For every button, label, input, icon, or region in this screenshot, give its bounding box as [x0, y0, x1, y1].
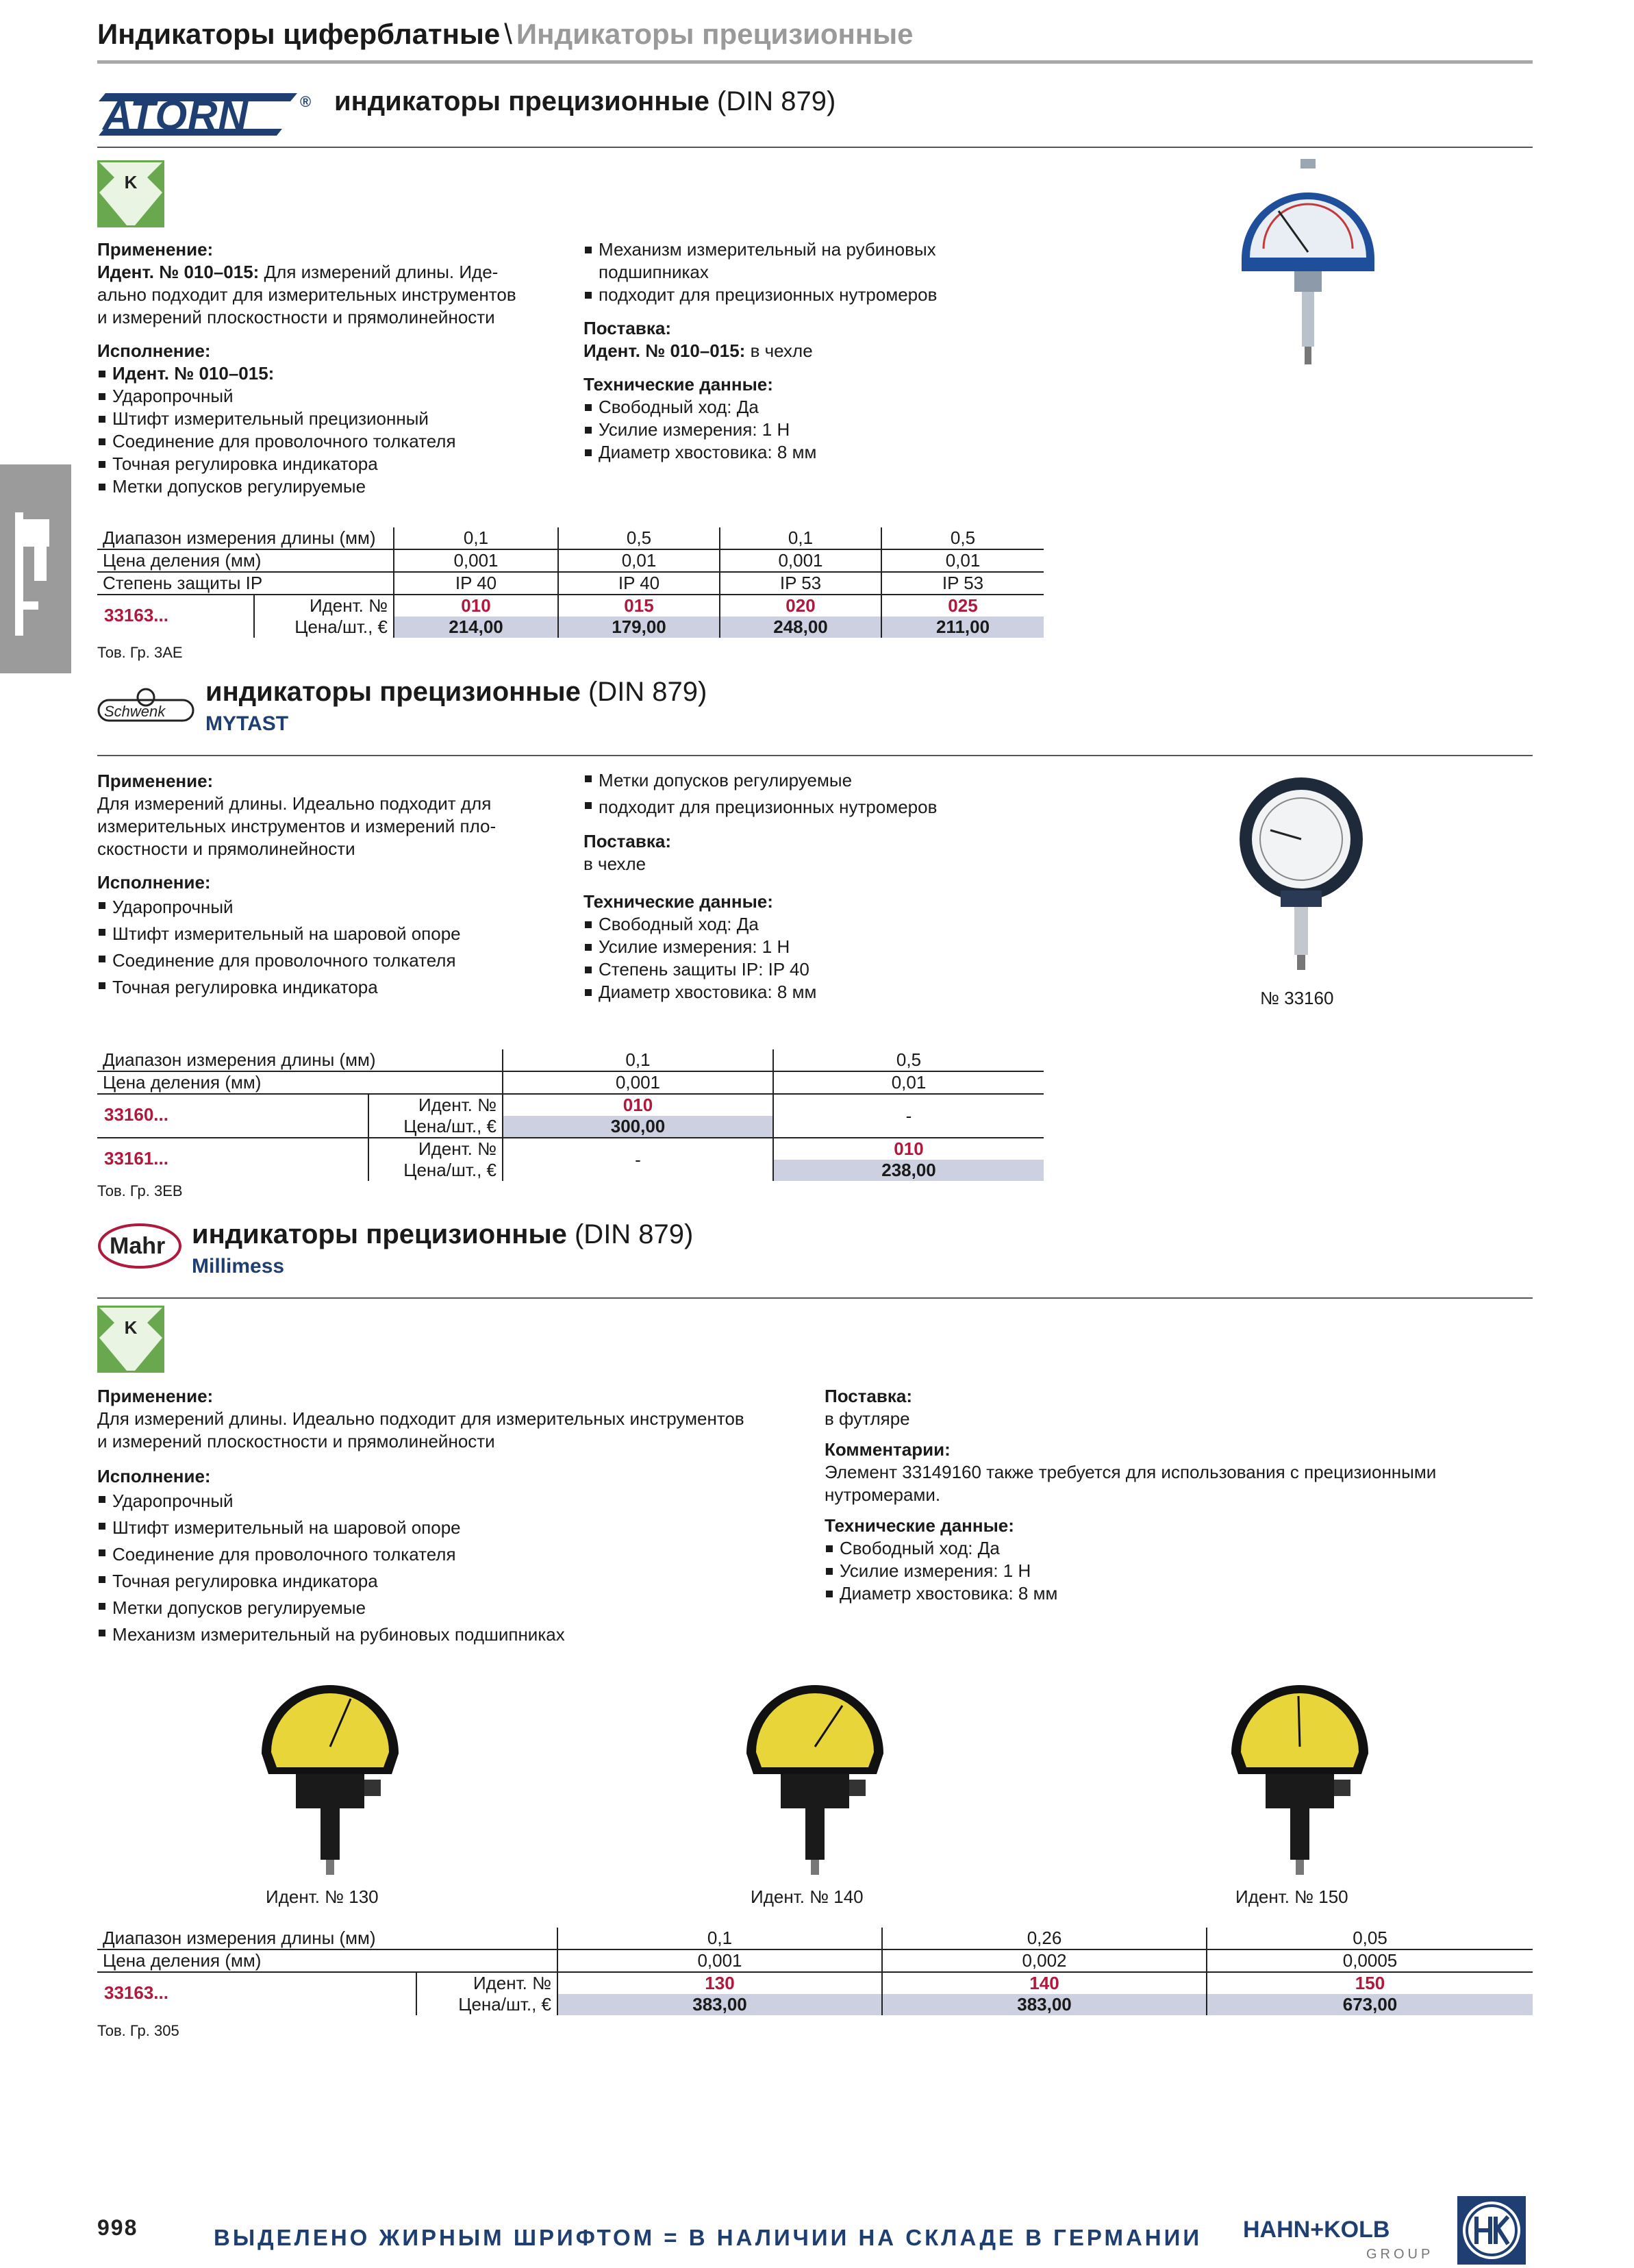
section1-title-bold: индикаторы прецизионные	[334, 86, 709, 116]
row-label: Цена деления (мм)	[97, 549, 394, 572]
ident-label: Идент. №	[418, 1138, 497, 1159]
section3-title	[192, 1219, 693, 1250]
table-cell: 0,001	[720, 549, 881, 572]
table-cell: 0,1	[394, 527, 558, 549]
application-text: Для измерений длины. Идеально подходит для измерительных инструментов	[97, 1408, 744, 1429]
ident-number: 010	[773, 1138, 1044, 1160]
section2-right-column	[583, 767, 1008, 1004]
tech-item: Диаметр хвостовика: 8 мм	[583, 441, 1008, 464]
table-cell: IP 53	[720, 572, 881, 595]
execution-item: Точная регулировка индикатора	[97, 453, 563, 475]
table-row	[97, 1049, 1044, 1071]
delivery-text: в чехле	[750, 340, 813, 361]
section2-subtitle: MYTAST	[205, 712, 289, 735]
section1-rule	[97, 147, 1533, 148]
section1-spec-table	[97, 527, 1044, 638]
application-label: Применение:	[97, 771, 214, 791]
table-cell: 0,5	[881, 527, 1044, 549]
execution-label: Исполнение:	[97, 340, 211, 361]
schwenk-logo-text: Schwenk	[104, 703, 166, 720]
execution-item: Ударопрочный	[97, 385, 563, 408]
execution-label: Исполнение:	[97, 872, 211, 893]
table-row	[97, 1928, 1533, 1949]
section3-right-column	[825, 1385, 1530, 1605]
empty-cell: -	[503, 1138, 773, 1181]
table-cell: 0,01	[558, 549, 720, 572]
price-value: 248,00	[720, 616, 881, 638]
ident-label: Идент. №	[309, 595, 388, 616]
section2-rule	[97, 755, 1533, 756]
application-label: Применение:	[97, 239, 214, 260]
ident-label: Идент. №	[418, 1095, 497, 1115]
application-text: ально подходит для измерительных инструментов	[97, 284, 516, 305]
article-number: 33160...	[104, 1104, 168, 1125]
section3-subtitle: Millimess	[192, 1255, 285, 1278]
section2-tovgr: Тов. Гр. 3EB	[97, 1182, 183, 1199]
atorn-reg-mark: ®	[300, 93, 312, 110]
section3-application	[97, 1385, 809, 1648]
row-label: Цена деления (мм)	[97, 1071, 503, 1094]
table-row	[97, 1972, 1533, 1994]
header-separator: \	[504, 18, 512, 50]
table-row	[97, 595, 1044, 616]
mytast-image-caption: № 33160	[1260, 988, 1334, 1008]
table-cell: 0,01	[773, 1071, 1044, 1094]
hahn-kolb-logo	[1457, 2196, 1526, 2265]
table-cell: 0,001	[503, 1071, 773, 1094]
price-value: 383,00	[882, 1994, 1207, 2015]
ident-number: 010	[503, 1094, 773, 1116]
ident-number: 020	[720, 595, 881, 616]
price-label: Цена/шт., €	[458, 1994, 551, 2015]
table-cell: IP 40	[394, 572, 558, 595]
delivery-label: Поставка:	[825, 1386, 912, 1406]
feature-item: Механизм измерительный на рубиновых подшипниках	[583, 238, 1008, 284]
row-label: Цена деления (мм)	[97, 1949, 557, 1972]
application-text: и измерений плоскостности и прямолинейности	[97, 1431, 495, 1451]
atorn-gauge-image	[1229, 156, 1387, 372]
table-cell: IP 40	[558, 572, 720, 595]
table-cell: 0,5	[558, 527, 720, 549]
execution-item: Штифт измерительный на шаровой опоре	[97, 1515, 809, 1541]
table-cell: 0,0005	[1207, 1949, 1533, 1972]
millimess-150-caption: Идент. № 150	[1235, 1886, 1348, 1907]
ident-number: 025	[881, 595, 1044, 616]
millimess-140-caption: Идент. № 140	[751, 1886, 864, 1907]
section3-spec-table	[97, 1928, 1533, 2015]
execution-item: Соединение для проволочного толкателя	[97, 1541, 809, 1568]
row-label: Диапазон измерения длины (мм)	[103, 1928, 376, 1948]
k-badge-letter: K	[124, 172, 138, 192]
application-label: Применение:	[97, 1386, 214, 1406]
section2-spec-table	[97, 1049, 1044, 1181]
execution-ident: Идент. № 010–015:	[97, 362, 563, 385]
hahn-kolb-logo-text: HAHN+KOLB	[1243, 2217, 1390, 2243]
delivery-label: Поставка:	[583, 831, 671, 851]
page-header	[97, 18, 914, 51]
section2-application	[97, 770, 563, 1001]
row-label: Диапазон измерения длины (мм)	[103, 1049, 376, 1070]
execution-item: Штифт измерительный на шаровой опоре	[97, 921, 563, 947]
page-number: 998	[97, 2215, 138, 2240]
section3-tovgr: Тов. Гр. 305	[97, 2022, 179, 2039]
table-row	[97, 527, 1044, 549]
tech-item: Диаметр хвостовика: 8 мм	[825, 1582, 1530, 1605]
table-cell: 0,001	[394, 549, 558, 572]
application-text: Для измерений длины. Иде-	[264, 262, 499, 282]
application-text: скостности и прямолинейности	[97, 838, 355, 859]
price-label: Цена/шт., €	[294, 616, 388, 637]
ident-number: 010	[394, 595, 558, 616]
price-value: 673,00	[1207, 1994, 1533, 2015]
execution-item: Соединение для проволочного толкателя	[97, 947, 563, 974]
feature-item: Метки допусков регулируемые	[583, 767, 1008, 794]
article-number: 33163...	[104, 605, 168, 625]
tech-item: Свободный ход: Да	[583, 396, 1008, 419]
comments-label: Комментарии:	[825, 1439, 951, 1460]
table-cell: 0,5	[773, 1049, 1044, 1071]
delivery-label: Поставка:	[583, 318, 671, 338]
millimess-150-image	[1224, 1671, 1375, 1880]
k-badge-letter: K	[124, 1317, 138, 1338]
comments-text: нутромерами.	[825, 1484, 941, 1505]
ident-label: Идент. №	[473, 1973, 551, 1993]
side-tab	[0, 464, 71, 673]
table-row	[97, 572, 1044, 595]
section3-rule	[97, 1297, 1533, 1299]
row-label: Степень защиты IP	[97, 572, 394, 595]
ident-number: 130	[557, 1972, 882, 1994]
tech-item: Диаметр хвостовика: 8 мм	[583, 981, 1008, 1004]
article-number: 33161...	[104, 1148, 168, 1169]
atorn-logo	[97, 88, 312, 143]
caliper-icon	[0, 464, 71, 673]
tech-label: Технические данные:	[583, 891, 773, 912]
tech-item: Усилие измерения: 1 Н	[583, 936, 1008, 958]
execution-label: Исполнение:	[97, 1466, 211, 1486]
tech-item: Усилие измерения: 1 Н	[825, 1560, 1530, 1582]
price-value: 300,00	[503, 1116, 773, 1138]
k-badge	[97, 160, 164, 227]
delivery-text: в чехле	[583, 853, 646, 874]
tech-item: Степень защиты IP: IP 40	[583, 958, 1008, 981]
tech-item: Усилие измерения: 1 Н	[583, 419, 1008, 441]
table-cell: 0,1	[557, 1928, 882, 1949]
ident-number: 140	[882, 1972, 1207, 1994]
tech-item: Свободный ход: Да	[825, 1537, 1530, 1560]
execution-item: Точная регулировка индикатора	[97, 974, 563, 1001]
application-text: измерительных инструментов и измерений пло-	[97, 816, 497, 836]
section1-title	[334, 86, 835, 117]
execution-item: Метки допусков регулируемые	[97, 1595, 809, 1621]
section1-application	[97, 238, 563, 498]
delivery-text: в футляре	[825, 1408, 910, 1429]
table-row	[97, 549, 1044, 572]
application-text: и измерений плоскостности и прямолинейности	[97, 307, 495, 327]
section1-title-din: (DIN 879)	[716, 86, 836, 116]
hahn-kolb-group-text: GROUP	[1366, 2247, 1434, 2262]
article-number: 33163...	[104, 1982, 168, 2003]
execution-item: Штифт измерительный прецизионный	[97, 408, 563, 430]
execution-item: Метки допусков регулируемые	[97, 475, 563, 498]
empty-cell: -	[773, 1094, 1044, 1138]
price-value: 211,00	[881, 616, 1044, 638]
price-value: 214,00	[394, 616, 558, 638]
mahr-logo	[97, 1222, 182, 1273]
mahr-logo-text: Mahr	[110, 1233, 166, 1259]
comments-text: Элемент 33149160 также требуется для использования с прецизионными	[825, 1462, 1437, 1482]
application-ident: Идент. № 010–015:	[97, 262, 260, 282]
tech-label: Технические данные:	[825, 1515, 1014, 1536]
stock-note: ВЫДЕЛЕНО ЖИРНЫМ ШРИФТОМ = В НАЛИЧИИ НА СКЛАДЕ В ГЕРМАНИИ	[214, 2225, 1203, 2250]
table-cell: 0,26	[882, 1928, 1207, 1949]
execution-item: Механизм измерительный на рубиновых подшипниках	[97, 1621, 809, 1648]
header-title: Индикаторы циферблатные	[97, 18, 501, 50]
price-label: Цена/шт., €	[403, 1160, 497, 1180]
ident-number: 015	[558, 595, 720, 616]
table-cell: 0,05	[1207, 1928, 1533, 1949]
section2-title-bold: индикаторы прецизионные	[205, 677, 581, 707]
section2-title	[205, 677, 707, 708]
millimess-130-image	[255, 1671, 405, 1880]
table-row	[97, 1949, 1533, 1972]
table-row	[97, 1094, 1044, 1116]
mytast-gauge-image	[1236, 774, 1366, 976]
table-cell: 0,001	[557, 1949, 882, 1972]
execution-item: Соединение для проволочного толкателя	[97, 430, 563, 453]
tech-label: Технические данные:	[583, 374, 773, 395]
execution-item: Ударопрочный	[97, 1488, 809, 1515]
feature-item: подходит для прецизионных нутромеров	[583, 794, 1008, 821]
price-label: Цена/шт., €	[403, 1116, 497, 1136]
section3-title-din: (DIN 879)	[574, 1219, 694, 1249]
delivery-ident: Идент. № 010–015:	[583, 340, 746, 361]
price-value: 238,00	[773, 1160, 1044, 1181]
application-text: Для измерений длины. Идеально подходит для	[97, 793, 492, 814]
table-row	[97, 1138, 1044, 1160]
millimess-140-image	[740, 1671, 890, 1880]
section3-title-bold: индикаторы прецизионные	[192, 1219, 567, 1249]
table-cell: 0,01	[881, 549, 1044, 572]
ident-number: 150	[1207, 1972, 1533, 1994]
feature-item: подходит для прецизионных нутромеров	[583, 284, 1008, 306]
section1-right-column	[583, 238, 1008, 464]
header-rule	[97, 60, 1533, 64]
table-cell: 0,1	[720, 527, 881, 549]
atorn-logo-text: ATORN	[103, 92, 249, 138]
row-label: Диапазон измерения длины (мм)	[103, 527, 376, 548]
section1-tovgr: Тов. Гр. 3AE	[97, 644, 183, 661]
section2-title-din: (DIN 879)	[588, 677, 707, 707]
table-cell: IP 53	[881, 572, 1044, 595]
execution-item: Ударопрочный	[97, 894, 563, 921]
table-cell: 0,002	[882, 1949, 1207, 1972]
table-cell: 0,1	[503, 1049, 773, 1071]
hahn-kolb-emblem-icon	[1457, 2196, 1526, 2265]
header-subtitle: Индикаторы прецизионные	[516, 18, 914, 50]
k-badge	[97, 1306, 164, 1373]
millimess-130-caption: Идент. № 130	[266, 1886, 379, 1907]
price-value: 383,00	[557, 1994, 882, 2015]
tech-item: Свободный ход: Да	[583, 913, 1008, 936]
schwenk-logo	[97, 688, 194, 731]
table-row	[97, 1071, 1044, 1094]
execution-item: Точная регулировка индикатора	[97, 1568, 809, 1595]
price-value: 179,00	[558, 616, 720, 638]
